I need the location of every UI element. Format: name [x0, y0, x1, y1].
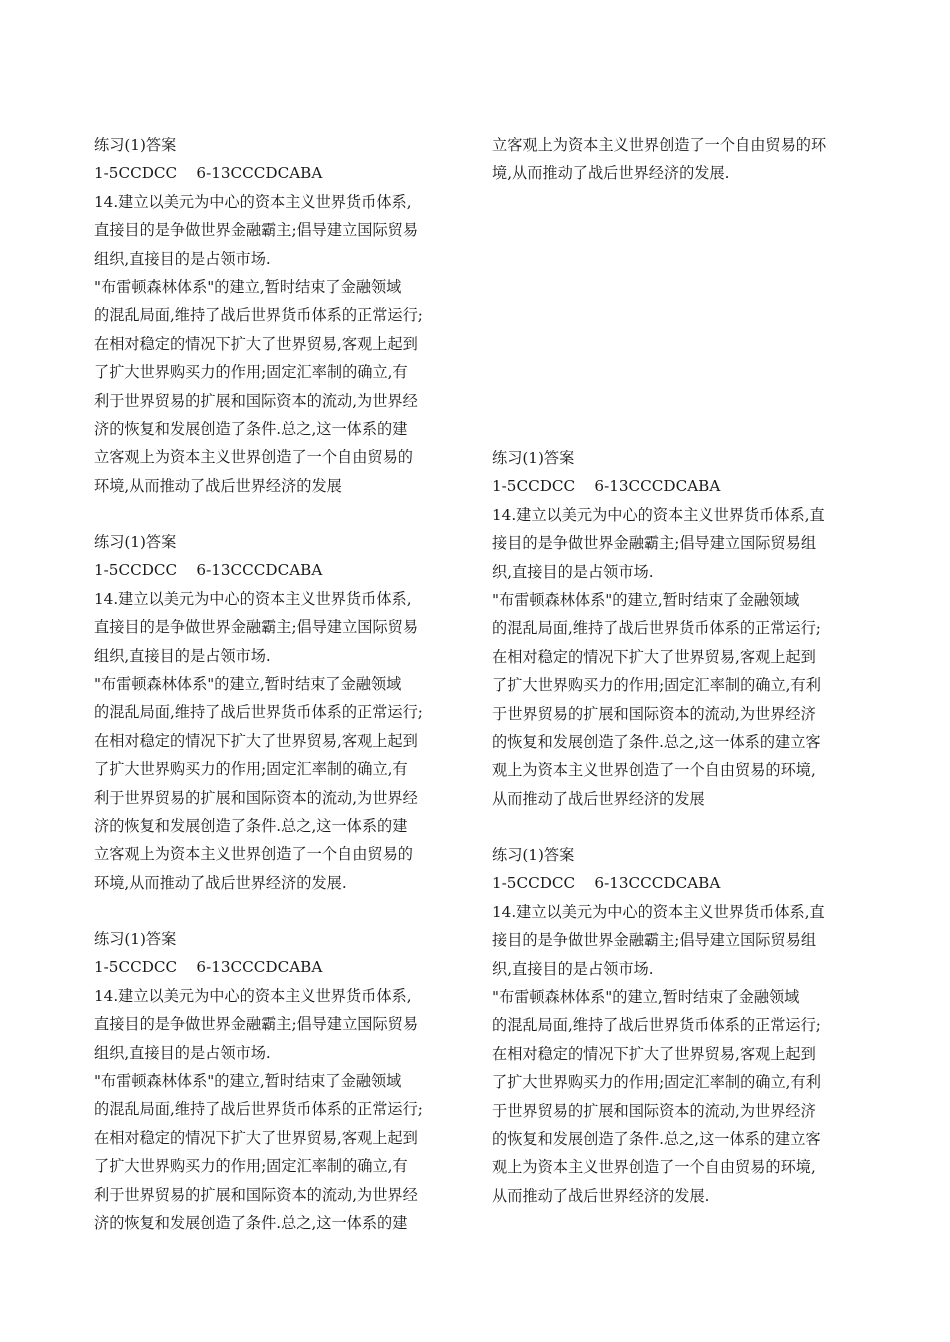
block-heading: 练习(1)答案 [94, 136, 177, 154]
text-line: "布雷顿森林体系"的建立,暂时结束了金融领域 [94, 1071, 402, 1090]
text-line: 在相对稳定的情况下扩大了世界贸易,客观上起到 [492, 647, 816, 666]
text-line: 观上为资本主义世界创造了一个自由贸易的环境, [492, 1158, 816, 1177]
text-line: 直接目的是争做世界金融霸主;倡导建立国际贸易 [94, 221, 419, 240]
text-line: 14.建立以美元为中心的资本主义世界货币体系,直 [492, 505, 825, 524]
text-line: 从而推动了战后世界经济的发展 [492, 789, 705, 808]
text-line: 的混乱局面,维持了战后世界货币体系的正常运行; [94, 306, 423, 325]
text-line: 接目的是争做世界金融霸主;倡导建立国际贸易组 [492, 931, 817, 950]
text-line: 的混乱局面,维持了战后世界货币体系的正常运行; [94, 1100, 423, 1119]
text-line: 14.建立以美元为中心的资本主义世界货币体系, [94, 589, 412, 608]
text-line: 济的恢复和发展创造了条件.总之,这一体系的建 [94, 1213, 408, 1232]
text-line: 济的恢复和发展创造了条件.总之,这一体系的建 [94, 816, 408, 835]
text-line: 的恢复和发展创造了条件.总之,这一体系的建立客 [492, 732, 821, 751]
choice-answers: 1-5CCDCC 6-13CCCDCABA [492, 874, 721, 893]
text-line: 接目的是争做世界金融霸主;倡导建立国际贸易组 [492, 534, 817, 553]
answer-block-5 [492, 841, 825, 1210]
text-line: 从而推动了战后世界经济的发展. [492, 1186, 710, 1205]
text-line: "布雷顿森林体系"的建立,暂时结束了金融领域 [492, 987, 800, 1006]
text-line: 的混乱局面,维持了战后世界货币体系的正常运行; [492, 619, 821, 638]
text-line: 14.建立以美元为中心的资本主义世界货币体系,直 [492, 902, 825, 921]
text-line: 织,直接目的是占领市场. [492, 562, 654, 581]
text-line: 了扩大世界购买力的作用;固定汇率制的确立,有利 [492, 676, 821, 695]
choice-answers: 1-5CCDCC 6-13CCCDCABA [94, 164, 323, 183]
text-line: 济的恢复和发展创造了条件.总之,这一体系的建 [94, 419, 408, 438]
text-line: 的混乱局面,维持了战后世界货币体系的正常运行; [94, 703, 423, 722]
choice-answers: 1-5CCDCC 6-13CCCDCABA [94, 958, 323, 977]
text-line: 利于世界贸易的扩展和国际资本的流动,为世界经 [94, 1185, 418, 1204]
text-line: 组织,直接目的是占领市场. [94, 646, 271, 665]
text-line: 14.建立以美元为中心的资本主义世界货币体系, [94, 986, 412, 1005]
block-heading: 练习(1)答案 [492, 449, 575, 467]
answer-block-1 [94, 131, 423, 500]
choice-answers: 1-5CCDCC 6-13CCCDCABA [492, 477, 721, 496]
text-line: 直接目的是争做世界金融霸主;倡导建立国际贸易 [94, 1015, 419, 1034]
text-line: 14.建立以美元为中心的资本主义世界货币体系, [94, 192, 412, 211]
text-line: 组织,直接目的是占领市场. [94, 249, 271, 268]
text-line: 环境,从而推动了战后世界经济的发展 [94, 476, 342, 495]
text-line: 织,直接目的是占领市场. [492, 959, 654, 978]
text-line: 在相对稳定的情况下扩大了世界贸易,客观上起到 [94, 334, 418, 353]
text-line: 于世界贸易的扩展和国际资本的流动,为世界经济 [492, 1101, 816, 1120]
text-line: 了扩大世界购买力的作用;固定汇率制的确立,有 [94, 760, 408, 779]
text-line: 观上为资本主义世界创造了一个自由贸易的环境, [492, 761, 816, 780]
text-line: "布雷顿森林体系"的建立,暂时结束了金融领域 [94, 277, 402, 296]
text-line: 立客观上为资本主义世界创造了一个自由贸易的环 [492, 136, 827, 154]
text-line: 的恢复和发展创造了条件.总之,这一体系的建立客 [492, 1129, 821, 1148]
answer-block-2 [94, 528, 423, 897]
text-line: 了扩大世界购买力的作用;固定汇率制的确立,有 [94, 363, 408, 382]
text-line: 了扩大世界购买力的作用;固定汇率制的确立,有利 [492, 1073, 821, 1092]
text-line: 立客观上为资本主义世界创造了一个自由贸易的 [94, 845, 413, 864]
text-line: 环境,从而推动了战后世界经济的发展. [94, 873, 347, 892]
text-line: 利于世界贸易的扩展和国际资本的流动,为世界经 [94, 391, 418, 410]
text-line: 在相对稳定的情况下扩大了世界贸易,客观上起到 [94, 731, 418, 750]
text-line: 于世界贸易的扩展和国际资本的流动,为世界经济 [492, 704, 816, 723]
text-line: 的混乱局面,维持了战后世界货币体系的正常运行; [492, 1016, 821, 1035]
text-line: 组织,直接目的是占领市场. [94, 1043, 271, 1062]
text-line: 在相对稳定的情况下扩大了世界贸易,客观上起到 [492, 1044, 816, 1063]
text-line: 了扩大世界购买力的作用;固定汇率制的确立,有 [94, 1157, 408, 1176]
block-heading: 练习(1)答案 [94, 533, 177, 551]
answer-block-4 [492, 444, 825, 813]
text-line: "布雷顿森林体系"的建立,暂时结束了金融领域 [492, 590, 800, 609]
continued-text-block [492, 131, 826, 188]
text-line: 立客观上为资本主义世界创造了一个自由贸易的 [94, 448, 413, 467]
text-line: 在相对稳定的情况下扩大了世界贸易,客观上起到 [94, 1128, 418, 1147]
text-line: "布雷顿森林体系"的建立,暂时结束了金融领域 [94, 674, 402, 693]
block-heading: 练习(1)答案 [492, 846, 575, 864]
answer-block-3 [94, 925, 423, 1237]
text-line: 利于世界贸易的扩展和国际资本的流动,为世界经 [94, 788, 418, 807]
block-heading: 练习(1)答案 [94, 930, 177, 948]
text-line: 境,从而推动了战后世界经济的发展. [492, 164, 730, 183]
choice-answers: 1-5CCDCC 6-13CCCDCABA [94, 561, 323, 580]
text-line: 直接目的是争做世界金融霸主;倡导建立国际贸易 [94, 618, 419, 637]
